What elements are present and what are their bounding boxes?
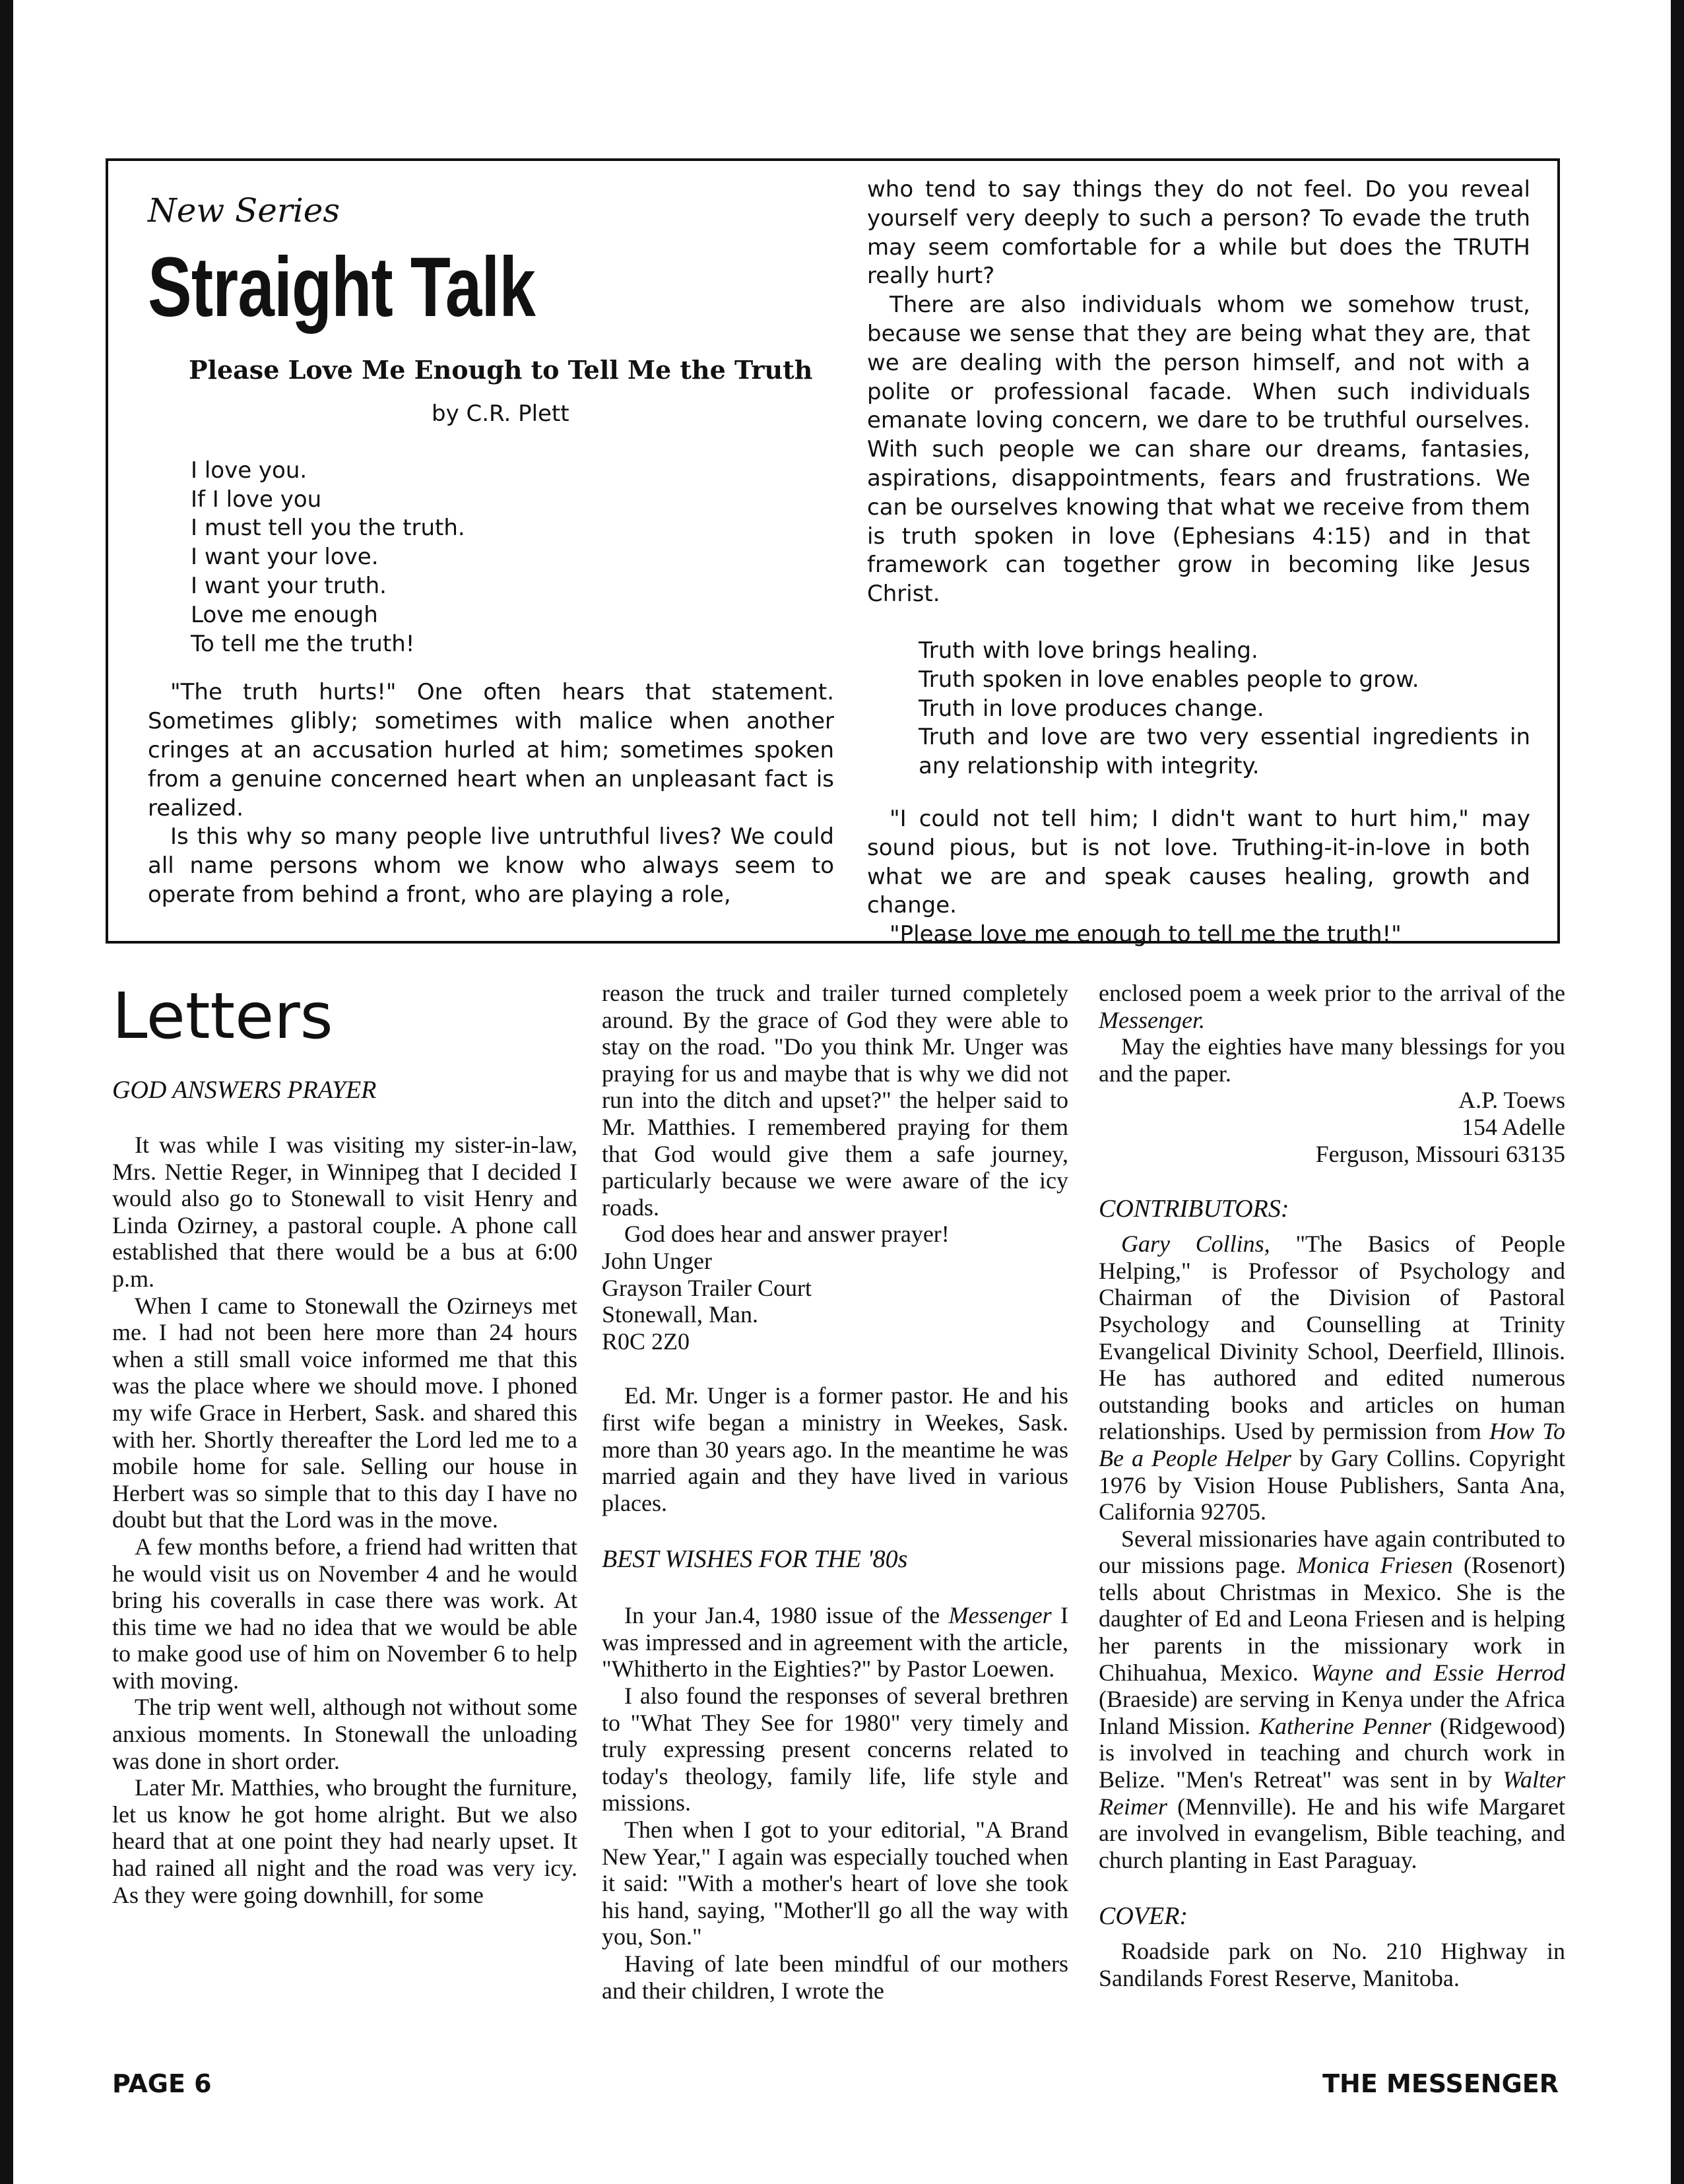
paragraph: "Please love me enough to tell me the truth!"	[890, 921, 1402, 948]
paragraph: "I could not tell him; I didn't want to hurt him," may sound pious, but is not love. Truthing-it-in-love in both what we are and speak causes healing, growth and change.	[867, 805, 1530, 919]
cover-heading: COVER:	[1099, 1902, 1188, 1931]
contributor-name: Monica Friesen	[1297, 1552, 1453, 1579]
editor-note: Ed. Mr. Unger is a former pastor. He and his first wife began a ministry in Weekes, Sask. more than 30 years ago. In the meantime he was married again and they have lived in various places.	[602, 1382, 1068, 1516]
straight-talk-box	[106, 158, 1560, 948]
article-subtitle: Please Love Me Enough to Tell Me the Truth	[189, 355, 813, 385]
contributor-name: Wayne and Essie Herrod	[1311, 1659, 1565, 1686]
book-title: How To Be a People Helper	[1099, 1418, 1565, 1471]
letters-column-3	[1099, 980, 1565, 1992]
truth-line: Truth spoken in love enables people to grow.	[919, 666, 1419, 693]
paragraph: God does hear and answer prayer!	[624, 1221, 950, 1248]
scan-border-left	[0, 0, 13, 2184]
signature-line: R0C 2Z0	[602, 1328, 690, 1355]
poem-line: I must tell you the truth.	[191, 515, 465, 542]
poem-line: I love you.	[191, 457, 308, 484]
signature-line: Ferguson, Missouri 63135	[1315, 1140, 1565, 1167]
contributors-heading: CONTRIBUTORS:	[1099, 1195, 1289, 1223]
paragraph: There are also individuals whom we somehow trust, because we sense that they are being what they are, that we are dealing with the person himself, and not with a polite or professional facade. When such individuals emanate loving concern, we dare to be truthful ourselves. With such people we can share our dreams, fantasies, aspirations, disappointments, fears and frustrations. We can be ourselves knowing that what we receive from them is truth spoken in love (Ephesians 4:15) and in that framework can together grow in becoming like Jesus Christ.	[867, 292, 1530, 608]
scan-border-right	[1671, 0, 1684, 2184]
text-run: (Braeside) are serving in Kenya under the Africa Inland Mission.	[1099, 1686, 1565, 1739]
paragraph: May the eighties have many blessings for you and the paper.	[1099, 1033, 1565, 1087]
paragraph: Then when I got to your editorial, "A Brand New Year," I again was especially touched when it said: "With a mother's heart of love she took his hand, saying, "Mother'll go all the way with you, Son."	[602, 1816, 1068, 1950]
truth-line: Truth and love are two very essential ingredients in any relationship with integrity.	[919, 724, 1530, 780]
signature-line: A.P. Toews	[1458, 1087, 1565, 1114]
letter-signature	[1099, 1087, 1565, 1167]
signature-line: Stonewall, Man.	[602, 1301, 758, 1328]
article-title: Straight Talk	[148, 240, 536, 335]
signature-line: 154 Adelle	[1462, 1113, 1565, 1140]
contributor-name: Gary Collins,	[1121, 1231, 1270, 1258]
contributor-name: Katherine Penner	[1259, 1712, 1432, 1739]
publication-name: Messenger.	[1099, 1006, 1205, 1033]
publication-footer: THE MESSENGER	[1322, 2069, 1559, 2098]
paragraph: When I came to Stonewall the Ozirneys met me. I had not been here more than 24 hours when a still small voice informed me that this was the place where we should move. I phoned my wife Grace in Herbert, Sask. and shared this with her. Shortly thereafter the Lord led me to a mobile home for sale. Selling our house in Herbert was so simple that to this day I have no doubt but that the Lord was in the move.	[112, 1292, 577, 1533]
text-run: Several missionaries have again contributed to our missions page.	[1099, 1525, 1565, 1579]
paragraph: The trip went well, although not without some anxious moments. In Stonewall the unloading was done in short order.	[112, 1694, 577, 1774]
letter-signature	[602, 1248, 1068, 1355]
contributor-name: Walter Reimer	[1099, 1766, 1565, 1820]
poem-line: I want your love.	[191, 544, 379, 571]
series-label: New Series	[148, 191, 340, 230]
text-run: I was impressed and in agreement with the article, "Whitherto in the Eighties?" by Pastor Loewen.	[602, 1602, 1068, 1683]
paragraph: A few months before, a friend had written that he would visit us on November 4 and he would bring his coveralls in case there was work. At this time we had no idea that we would be able to make good use of him on November 6 to help with moving.	[112, 1533, 577, 1694]
paragraph: Is this why so many people live untruthful lives? We could all name persons whom we know who always seem to operate from behind a front, who are playing a role,	[148, 823, 834, 908]
truth-line: Truth in love produces change.	[919, 695, 1264, 722]
paragraph	[1099, 1526, 1565, 1874]
signature-line: Grayson Trailer Court	[602, 1274, 812, 1301]
poem-line: I want your truth.	[191, 572, 387, 599]
letters-title: Letters	[112, 979, 333, 1053]
text-run: (Mennville). He and his wife Margaret are involved in evangelism, Bible teaching, and church planting in East Paraguay.	[1099, 1793, 1565, 1873]
letter-heading: GOD ANSWERS PRAYER	[112, 1076, 377, 1104]
poem-line: Love me enough	[191, 601, 378, 628]
straight-talk-left-column	[148, 191, 834, 940]
poem	[148, 457, 834, 659]
paragraph: who tend to say things they do not feel. Do you reveal yourself very deeply to such a person? To evade the truth may seem comfortable for a while but does the TRUTH really hurt?	[867, 176, 1530, 290]
paragraph	[602, 1602, 1068, 1683]
publication-name: Messenger	[948, 1602, 1052, 1629]
text-run: enclosed poem a week prior to the arrival of the	[1099, 980, 1565, 1006]
text-run: by Gary Collins. Copyright 1976 by Vision House Publishers, Santa Ana, California 92705.	[1099, 1444, 1565, 1526]
paragraph: I also found the responses of several brethren to "What They See for 1980" very timely and truly expressing present concerns related to today's theology, family life, life style and missions.	[602, 1683, 1068, 1816]
paragraph: "The truth hurts!" One often hears that statement. Sometimes glibly; sometimes with malice when another cringes at an accusation hurled at him; sometimes spoken from a genuine concerned heart when an unpleasant fact is realized.	[148, 679, 834, 821]
letter-heading: BEST WISHES FOR THE '80s	[602, 1545, 908, 1574]
paragraph: Later Mr. Matthies, who brought the furniture, let us know he got home alright. But we also heard that at one point they had nearly upset. It had rained all night and the road was very icy. As they were going downhill, for some	[112, 1774, 577, 1908]
paragraph: reason the truck and trailer turned completely around. By the grace of God they were able to stay on the road. "Do you think Mr. Unger was praying for us and maybe that is why we did not run into the ditch and upset?" the helper said to Mr. Matthies. I remembered praying for them that God would give them a safe journey, particularly because we were aware of the icy roads.	[602, 980, 1068, 1221]
byline: by C.R. Plett	[432, 401, 569, 427]
paragraph: Having of late been mindful of our mothers and their children, I wrote the	[602, 1950, 1068, 2004]
truth-line: Truth with love brings healing.	[919, 637, 1258, 664]
text-run: (Ridgewood) is involved in teaching and church work in Belize. "Men's Retreat" was sent in by	[1099, 1712, 1565, 1793]
poem-line: To tell me the truth!	[191, 630, 415, 657]
paragraph	[1099, 980, 1565, 1033]
text-run: In your Jan.4, 1980 issue of the	[624, 1602, 949, 1629]
paragraph: It was while I was visiting my sister-in-law, Mrs. Nettie Reger, in Winnipeg that I decided I would also go to Stonewall to visit Henry and Linda Ozirney, a pastoral couple. A phone call established that there would be a bus at 6:00 p.m.	[112, 1132, 577, 1292]
text-run: "The Basics of People Helping," is Professor of Psychology and Chairman of the Division of Pastoral Psychology and Counselling at Trinity Evangelical Divinity School, Deerfield, Illinois. He has authored and edited numerous outstanding books and articles on human relationships. Used by permission from	[1099, 1231, 1565, 1445]
page-number: PAGE 6	[112, 2069, 212, 2098]
paragraph: Roadside park on No. 210 Highway in Sandilands Forest Reserve, Manitoba.	[1099, 1938, 1565, 1991]
paragraph	[1099, 1231, 1565, 1526]
poem-line: If I love you	[191, 486, 322, 513]
text-run: (Rosenort) tells about Christmas in Mexico. She is the daughter of Ed and Leona Friesen and is helping her parents in the missionary work in Chihuahua, Mexico.	[1099, 1552, 1565, 1686]
straight-talk-right-column	[867, 176, 1530, 948]
letters-column-1	[112, 980, 577, 1908]
signature-line: John Unger	[602, 1247, 712, 1274]
truth-statements	[867, 637, 1530, 781]
letters-column-2	[602, 980, 1068, 2004]
